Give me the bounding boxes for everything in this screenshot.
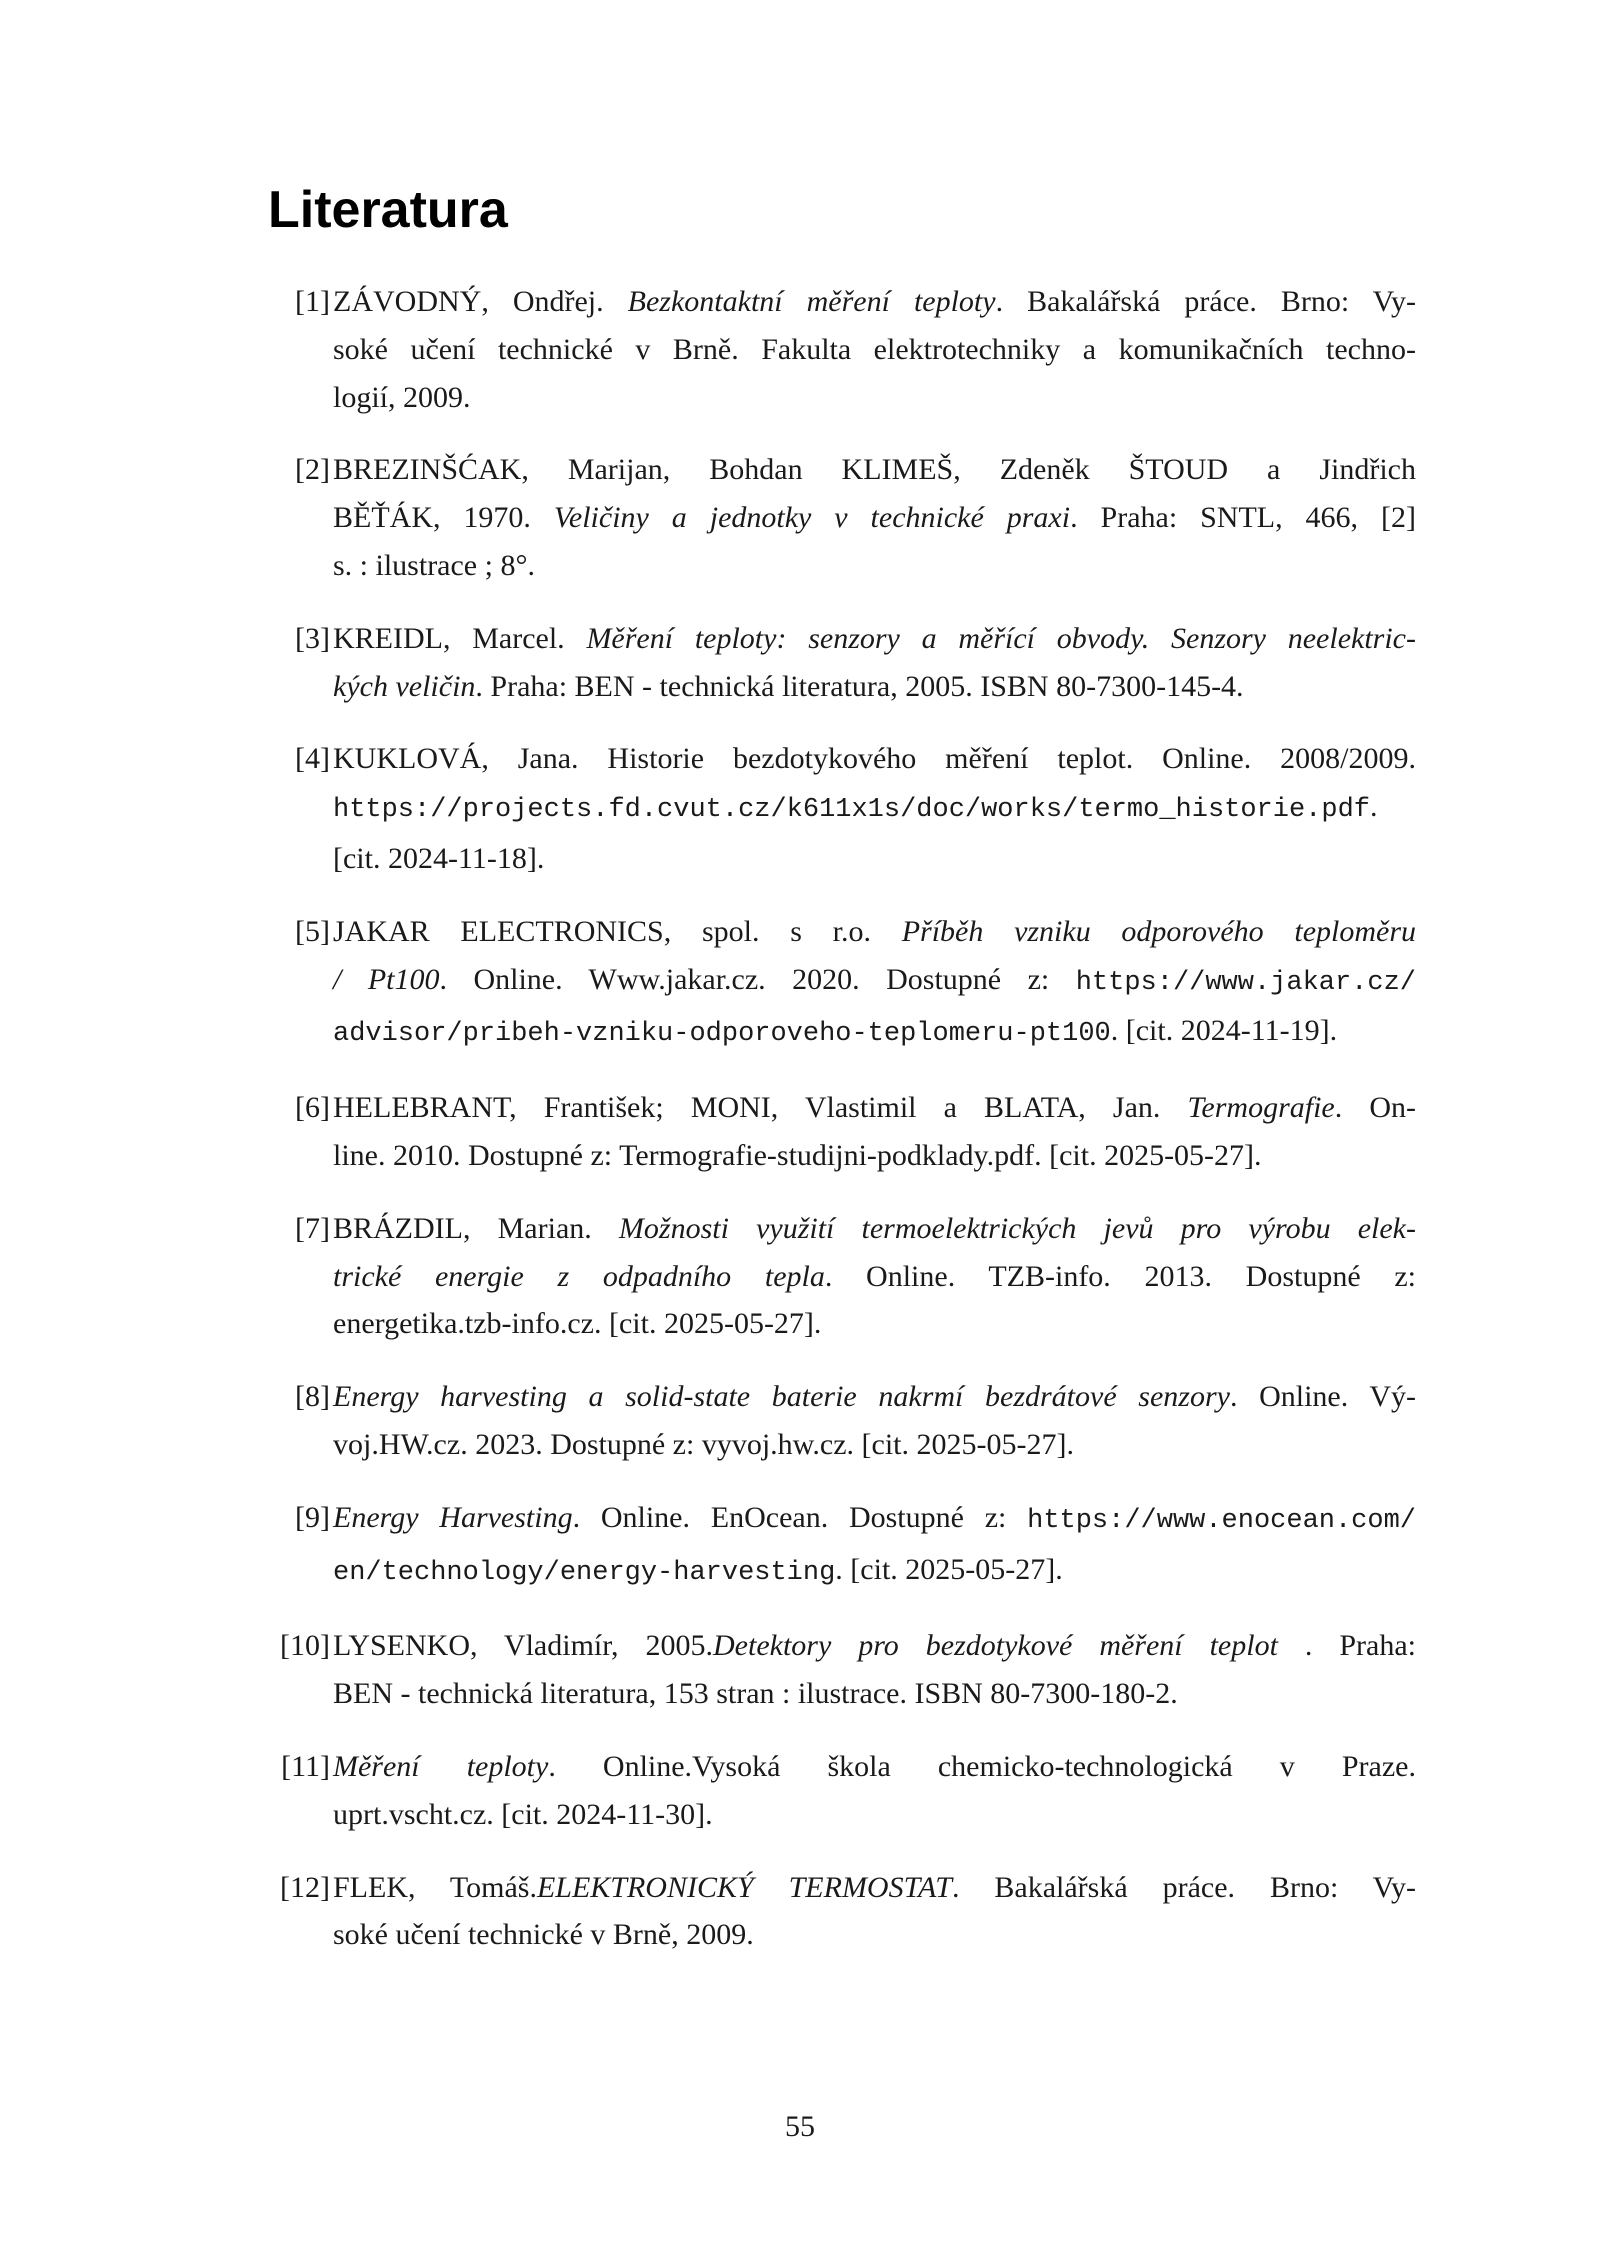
text-segment: . Praha: BEN - technická literatura, 2005. ISBN 80-7300-145-4. xyxy=(475,669,1244,703)
bibliography-entry xyxy=(270,735,1416,882)
bibliography-entry xyxy=(270,1373,1416,1469)
bibliography-entry xyxy=(270,1205,1416,1348)
entry-line xyxy=(333,1253,1416,1301)
text-segment: . On- xyxy=(1334,1091,1417,1125)
entry-line xyxy=(333,1494,1416,1546)
text-segment: ZÁVODNÝ, Ondřej. xyxy=(333,285,628,318)
text-segment: logií, 2009. xyxy=(333,380,471,414)
url-text: https://www.enocean.com/ xyxy=(1027,1505,1416,1536)
entry-number: [6] xyxy=(295,1091,330,1125)
title-text: kých veličin xyxy=(333,669,476,703)
page-number: 55 xyxy=(785,2110,815,2143)
entry-number: [10] xyxy=(280,1629,330,1663)
text-segment: . [cit. 2025-05-27]. xyxy=(835,1552,1063,1586)
text-segment: FLEK, Tomáš. xyxy=(333,1870,537,1904)
entry-line xyxy=(333,326,1416,374)
entry-number: [11] xyxy=(281,1749,330,1783)
text-segment: . [cit. 2024-11-19]. xyxy=(1110,1014,1338,1048)
bibliography-entry xyxy=(270,1622,1416,1718)
bibliography-list xyxy=(270,278,1416,1984)
entry-line xyxy=(333,374,1416,422)
entry-line xyxy=(333,1864,1416,1912)
entry-line xyxy=(333,1084,1416,1132)
entry-number: [4] xyxy=(295,742,330,776)
text-segment: LYSENKO, Vladimír, 2005. xyxy=(333,1629,713,1663)
entry-line xyxy=(333,1300,1416,1348)
entry-text xyxy=(333,1205,1416,1348)
text-segment: JAKAR ELECTRONICS, spol. s r.o. xyxy=(333,914,902,948)
entry-text xyxy=(333,908,1416,1059)
title-text: Energy harvesting a solid-state baterie nakrmí bezdrátové senzory xyxy=(333,1380,1230,1414)
text-segment: soké učení technické v Brně, 2009. xyxy=(333,1918,754,1952)
text-segment: . Praha: SNTL, 466, [2] xyxy=(1070,501,1416,535)
text-segment: . Online. Vý- xyxy=(1229,1380,1416,1414)
url-text: https://www.jakar.cz/ xyxy=(1075,967,1416,998)
entry-line xyxy=(333,908,1416,956)
entry-text xyxy=(333,615,1416,711)
entry-line xyxy=(333,1373,1416,1421)
entry-line xyxy=(333,1205,1416,1253)
url-text: advisor/pribeh-vzniku-odporoveho-teplomeru-pt100 xyxy=(333,1019,1111,1050)
title-text: Energy Harvesting xyxy=(333,1500,573,1534)
entry-line xyxy=(333,494,1416,542)
entry-line xyxy=(333,956,1416,1008)
text-segment: . Online. TZB-info. 2013. Dostupné z: xyxy=(824,1259,1416,1293)
text-segment: . Praha: xyxy=(1277,1629,1416,1663)
entry-text xyxy=(333,1373,1416,1469)
text-segment: . Bakalářská práce. Brno: Vy- xyxy=(995,285,1416,318)
bibliography-entry xyxy=(270,1084,1416,1180)
entry-line xyxy=(333,1791,1416,1839)
title-text: / Pt100 xyxy=(333,962,440,996)
entry-line xyxy=(333,1132,1416,1180)
text-segment: soké učení technické v Brně. Fakulta elektrotechniky a komunikačních techno- xyxy=(333,332,1416,366)
title-text: Příběh vzniku odporového teploměru xyxy=(901,914,1416,948)
entry-line xyxy=(333,1421,1416,1469)
entry-line xyxy=(333,1743,1416,1791)
text-segment: . Online. Www.jakar.cz. 2020. Dostupné z: xyxy=(439,962,1076,996)
text-segment: BĚŤÁK, 1970. xyxy=(333,501,554,535)
text-segment: voj.HW.cz. 2023. Dostupné z: vyvoj.hw.cz. [cit. 2025-05-27]. xyxy=(333,1427,1074,1461)
title-text: Bezkontaktní měření teploty xyxy=(627,285,996,318)
entry-line xyxy=(333,783,1416,835)
entry-text xyxy=(333,1743,1416,1839)
entry-text xyxy=(333,1084,1416,1180)
entry-text xyxy=(333,278,1416,421)
entry-line xyxy=(333,615,1416,663)
entry-number: [7] xyxy=(295,1211,330,1245)
bibliography-entry xyxy=(270,1494,1416,1598)
bibliography-entry xyxy=(270,1743,1416,1839)
entry-number: [1] xyxy=(295,285,330,318)
title-text: trické energie z odpadního tepla xyxy=(333,1259,825,1293)
entry-line xyxy=(333,835,1416,883)
text-segment: energetika.tzb-info.cz. [cit. 2025-05-27]. xyxy=(333,1307,822,1341)
entry-line xyxy=(333,735,1416,783)
text-segment: uprt.vscht.cz. [cit. 2024-11-30]. xyxy=(333,1797,713,1831)
text-segment: HELEBRANT, František; MONI, Vlastimil a BLATA, Jan. xyxy=(333,1091,1188,1125)
bibliography-entry xyxy=(270,446,1416,589)
entry-number: [3] xyxy=(295,621,330,655)
title-text: Detektory pro bezdotykové měření teplot xyxy=(713,1629,1278,1663)
entry-text xyxy=(333,1622,1416,1718)
bibliography-entry xyxy=(270,908,1416,1059)
text-segment: . xyxy=(1369,790,1378,824)
entry-line xyxy=(333,1546,1416,1598)
title-text: Možnosti využití termoelektrických jevů pro výrobu elek- xyxy=(618,1211,1416,1245)
entry-line xyxy=(333,278,1416,326)
title-text: Veličiny a jednotky v technické praxi xyxy=(553,501,1071,535)
title-text: ELEKTRONICKÝ TERMOSTAT xyxy=(536,1870,952,1904)
url-text: en/technology/energy-harvesting xyxy=(333,1557,836,1588)
entry-line xyxy=(333,446,1416,494)
text-segment: line. 2010. Dostupné z: Termografie-studijni-podklady.pdf. [cit. 2025-05-27]. xyxy=(333,1138,1262,1172)
entry-line xyxy=(333,1911,1416,1959)
entry-text xyxy=(333,446,1416,589)
text-segment: BEN - technická literatura, 153 stran : ilustrace. ISBN 80-7300-180-2. xyxy=(333,1677,1178,1711)
text-segment: BREZINŠĆAK, Marijan, Bohdan KLIMEŠ, Zdeněk ŠTOUD a Jindřich xyxy=(333,453,1416,487)
entry-number: [5] xyxy=(295,914,330,948)
text-segment: s. : ilustrace ; 8°. xyxy=(333,548,535,582)
bibliography-entry xyxy=(270,278,1416,421)
entry-text xyxy=(333,735,1416,882)
bibliography-entry xyxy=(270,615,1416,711)
text-segment: . Online. EnOcean. Dostupné z: xyxy=(572,1500,1028,1534)
entry-number: [8] xyxy=(295,1380,330,1414)
url-text: https://projects.fd.cvut.cz/k611x1s/doc/works/termo_historie.pdf xyxy=(333,795,1370,826)
entry-line xyxy=(333,1007,1416,1059)
entry-text xyxy=(333,1864,1416,1960)
entry-line xyxy=(333,1670,1416,1718)
entry-number: [12] xyxy=(280,1870,330,1904)
page-title: Literatura xyxy=(268,181,508,239)
text-segment: [cit. 2024-11-18]. xyxy=(333,841,545,875)
text-segment: KREIDL, Marcel. xyxy=(333,621,587,655)
entry-number: [2] xyxy=(295,453,330,487)
text-segment: BRÁZDIL, Marian. xyxy=(333,1211,619,1245)
entry-number: [9] xyxy=(295,1500,330,1534)
entry-line xyxy=(333,542,1416,590)
entry-line xyxy=(333,1622,1416,1670)
entry-line xyxy=(333,663,1416,711)
text-segment: KUKLOVÁ, Jana. Historie bezdotykového měření teplot. Online. 2008/2009. xyxy=(333,742,1416,776)
entry-text xyxy=(333,1494,1416,1598)
title-text: Termografie xyxy=(1187,1091,1335,1125)
title-text: Měření teploty xyxy=(333,1749,549,1783)
bibliography-entry xyxy=(270,1864,1416,1960)
title-text: Měření teploty: senzory a měřící obvody. Senzory neelektric- xyxy=(586,621,1416,655)
text-segment: . Online.Vysoká škola chemicko-technologická v Praze. xyxy=(548,1749,1416,1783)
text-segment: . Bakalářská práce. Brno: Vy- xyxy=(951,1870,1416,1904)
